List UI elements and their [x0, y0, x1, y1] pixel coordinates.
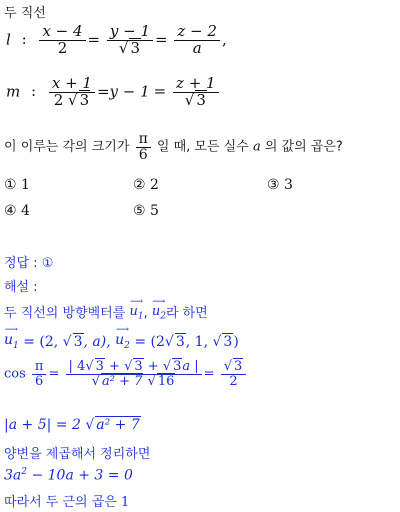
- line-l-equation: [6, 24, 227, 57]
- cos-main-fraction: $\frac{| 4√ 3 + √ 3 + √ 3a |}{\text{√ a² + 7 √ 16}}$: [66, 360, 202, 388]
- vector-u1: ⟶ $u_1$: [129, 297, 144, 322]
- answer-label: 정답 : ①: [4, 256, 54, 271]
- line-l-frac-z: $\frac{z - 2}{a}$: [174, 24, 220, 57]
- direction-vectors-line: 두 직선의 방향벡터를 ⟶ $u_1$ , ⟶ $u_2$ 라 하면: [4, 297, 208, 322]
- vector-u2: ⟶ $u_2$: [151, 297, 166, 322]
- explanation-label: 해설 :: [4, 280, 38, 295]
- line-l-frac-x: $\frac{x - 4}{2}$: [39, 24, 85, 57]
- abs-equation-line: |a + 5| = 2 √ a² + 7: [4, 417, 140, 433]
- line-m-frac-x: $\frac{x + 1}{2 √ 3}$: [49, 76, 95, 109]
- line-m-frac-z: $\frac{z + 1}{√ 3}$: [173, 76, 219, 109]
- line-m-colon: :: [31, 82, 37, 101]
- line-l-eq1: =: [87, 30, 101, 49]
- line-l-name: l: [6, 30, 11, 49]
- line-l-eq2: =: [155, 30, 168, 49]
- line-m-middle: y − 1: [109, 82, 150, 101]
- quadratic-equation: $3a^2 - 10a + 3 = 0$: [4, 467, 133, 484]
- line-l-frac-y: $\frac{y - 1}{√ 3}$: [107, 24, 153, 57]
- line-m-name: m: [6, 82, 21, 101]
- choice-4[interactable]: ④ 4: [4, 203, 30, 219]
- vector-components-line: ⟶ $u_1$ = (2, √ 3, a), ⟶ $u_2$ = (2√ 3, 1, √ 3): [4, 325, 239, 351]
- line-l-colon: :: [21, 30, 27, 49]
- choice-2[interactable]: ② 2: [133, 177, 159, 193]
- choice-3[interactable]: ③ 3: [267, 177, 293, 193]
- question-text: 이 이루는 각의 크기가 $\frac{\pi}{6}$ 일 때, 모든 실수 a 의 값의 곱은?: [4, 131, 343, 163]
- conclusion-text: 따라서 두 근의 곱은 1: [4, 495, 130, 510]
- cos-equation-line: cos $\frac{\pi}{6}$ = $\frac{| 4√ 3 + √ 3 + √ 3a |}{\text{√ a² + 7 √ 16}}$ = $\frac{√ 3}{2}$: [4, 360, 248, 388]
- problem-heading: 두 직선: [4, 6, 46, 21]
- square-step-text: 양변을 제곱해서 정리하면: [4, 447, 151, 462]
- choice-1[interactable]: ① 1: [4, 177, 30, 193]
- choice-5[interactable]: ⑤ 5: [133, 203, 159, 219]
- angle-fraction: $\frac{\pi}{6}$: [136, 132, 151, 162]
- line-m-equation: m : $\frac{x + 1}{2 √ 3}$ =y − 1 = $\frac{z + 1}{√ 3}$: [6, 76, 221, 109]
- line-l-tail: ,: [221, 30, 227, 49]
